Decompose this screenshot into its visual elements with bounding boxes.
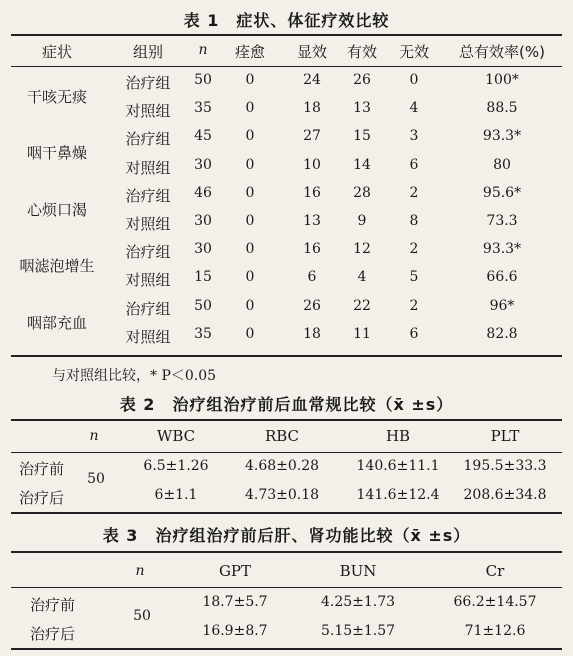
table1-top-rule bbox=[11, 34, 562, 36]
table2-cell-hb: 141.6±12.4 bbox=[356, 487, 440, 503]
table1-header-group: 组别 bbox=[132, 43, 164, 61]
table3-bottom-rule bbox=[11, 648, 562, 650]
table1-cell-effective: 28 bbox=[353, 185, 371, 201]
table3-header-gpt: GPT bbox=[218, 562, 252, 580]
table3-cell-bun: 4.25±1.73 bbox=[320, 594, 396, 610]
table1-cell-n: 30 bbox=[194, 241, 212, 257]
table1-cell-effective: 12 bbox=[353, 241, 371, 257]
table1-cell-group: 治疗组 bbox=[125, 187, 171, 205]
table1-cell-rate: 88.5 bbox=[486, 100, 518, 116]
table1-cell-ineffective: 5 bbox=[409, 269, 419, 285]
table1-cell-marked: 27 bbox=[303, 128, 321, 144]
table1-cell-ineffective: 6 bbox=[409, 326, 419, 342]
table1-cell-cured: 0 bbox=[245, 241, 255, 257]
table1-cell-effective: 14 bbox=[353, 157, 371, 173]
table1-cell-effective: 26 bbox=[353, 72, 371, 88]
table1-cell-n: 30 bbox=[194, 157, 212, 173]
table1-cell-n: 50 bbox=[194, 298, 212, 314]
table3-header-cr: Cr bbox=[485, 562, 505, 580]
table2-cell-plt: 208.6±34.8 bbox=[463, 487, 547, 503]
table1-header-n: n bbox=[198, 42, 208, 58]
table1-cell-symptom: 干咳无痰 bbox=[26, 88, 88, 106]
table1-header-symptom: 症状 bbox=[41, 43, 73, 61]
table1-cell-marked: 16 bbox=[303, 241, 321, 257]
table1-cell-n: 45 bbox=[194, 128, 212, 144]
table1-cell-marked: 13 bbox=[303, 213, 321, 229]
table2-bottom-rule bbox=[11, 512, 562, 514]
table1-header-marked: 显效 bbox=[296, 43, 328, 61]
table1-cell-cured: 0 bbox=[245, 72, 255, 88]
table1-cell-n: 35 bbox=[194, 100, 212, 116]
table1-cell-n: 50 bbox=[194, 72, 212, 88]
table3-cell-cr: 66.2±14.57 bbox=[453, 594, 537, 610]
table2-n-value: 50 bbox=[87, 471, 105, 487]
table3-header-rule bbox=[11, 587, 562, 588]
table1-cell-ineffective: 8 bbox=[409, 213, 419, 229]
table1-cell-ineffective: 0 bbox=[409, 72, 419, 88]
table1-cell-cured: 0 bbox=[245, 269, 255, 285]
table1-cell-effective: 22 bbox=[353, 298, 371, 314]
table1-cell-n: 30 bbox=[194, 213, 212, 229]
table1-cell-cured: 0 bbox=[245, 213, 255, 229]
table3-header-bun: BUN bbox=[339, 562, 377, 580]
table1-cell-group: 对照组 bbox=[125, 271, 171, 289]
table1-cell-marked: 18 bbox=[303, 326, 321, 342]
table2-cell-rbc: 4.73±0.18 bbox=[244, 487, 320, 503]
table1-cell-group: 治疗组 bbox=[125, 300, 171, 318]
table1-cell-n: 46 bbox=[194, 185, 212, 201]
table2-header-plt: PLT bbox=[490, 427, 520, 445]
table1-header-cured: 痊愈 bbox=[234, 43, 266, 61]
table2-header-hb: HB bbox=[385, 427, 411, 445]
table3-cell-cr: 71±12.6 bbox=[464, 623, 526, 639]
table1-cell-marked: 18 bbox=[303, 100, 321, 116]
table3-title: 表 3 治疗组治疗前后肝、肾功能比较（x̄ ±s） bbox=[102, 526, 471, 545]
table1-cell-ineffective: 6 bbox=[409, 157, 419, 173]
table1-cell-marked: 10 bbox=[303, 157, 321, 173]
table1-title: 表 1 症状、体征疗效比较 bbox=[183, 11, 390, 30]
table1-cell-effective: 11 bbox=[353, 326, 371, 342]
table3-header-n: n bbox=[135, 563, 145, 579]
table2-row-label: 治疗后 bbox=[19, 489, 65, 507]
table1-cell-group: 治疗组 bbox=[125, 243, 171, 261]
table1-cell-rate: 95.6* bbox=[482, 185, 522, 201]
table1-cell-marked: 6 bbox=[307, 269, 317, 285]
table1-cell-marked: 24 bbox=[303, 72, 321, 88]
table3-cell-gpt: 16.9±8.7 bbox=[202, 623, 268, 639]
table1-cell-group: 治疗组 bbox=[125, 74, 171, 92]
table1-header-rule bbox=[11, 66, 562, 67]
table1-footnote: 与对照组比较，* P＜0.05 bbox=[52, 368, 217, 384]
table1-header-effective: 有效 bbox=[346, 43, 378, 61]
table1-cell-symptom: 咽干鼻燥 bbox=[26, 144, 88, 162]
table1-cell-n: 15 bbox=[194, 269, 212, 285]
table1-cell-marked: 26 bbox=[303, 298, 321, 314]
table1-cell-rate: 100* bbox=[485, 72, 519, 88]
table2-row-label: 治疗前 bbox=[19, 460, 65, 478]
table1-cell-rate: 82.8 bbox=[486, 326, 518, 342]
table1-cell-group: 对照组 bbox=[125, 159, 171, 177]
table2-cell-rbc: 4.68±0.28 bbox=[244, 458, 320, 474]
table3-row-label: 治疗后 bbox=[30, 625, 76, 643]
table2-header-n: n bbox=[89, 428, 99, 444]
table2-header-rule bbox=[11, 452, 562, 453]
table3-cell-bun: 5.15±1.57 bbox=[320, 623, 396, 639]
table1-bottom-rule bbox=[11, 355, 562, 357]
table1-cell-cured: 0 bbox=[245, 185, 255, 201]
table3-top-rule bbox=[11, 551, 562, 553]
table3-n-value: 50 bbox=[133, 608, 151, 624]
table1-header-ineffective: 无效 bbox=[398, 43, 430, 61]
table1-cell-group: 治疗组 bbox=[125, 130, 171, 148]
table2-cell-wbc: 6±1.1 bbox=[154, 487, 198, 503]
table1-cell-group: 对照组 bbox=[125, 102, 171, 120]
table1-cell-cured: 0 bbox=[245, 326, 255, 342]
table2-cell-wbc: 6.5±1.26 bbox=[143, 458, 209, 474]
table1-cell-rate: 73.3 bbox=[486, 213, 518, 229]
table1-cell-ineffective: 2 bbox=[409, 298, 419, 314]
table2-top-rule bbox=[11, 419, 562, 421]
table3-row-label: 治疗前 bbox=[30, 596, 76, 614]
table2-title: 表 2 治疗组治疗前后血常规比较（x̄ ±s） bbox=[119, 395, 454, 414]
table1-cell-effective: 15 bbox=[353, 128, 371, 144]
table1-cell-n: 35 bbox=[194, 326, 212, 342]
table1-cell-effective: 9 bbox=[357, 213, 367, 229]
table1-cell-rate: 80 bbox=[493, 157, 511, 173]
table2-cell-plt: 195.5±33.3 bbox=[463, 458, 547, 474]
table3-cell-gpt: 18.7±5.7 bbox=[202, 594, 268, 610]
table1-cell-cured: 0 bbox=[245, 100, 255, 116]
table1-cell-marked: 16 bbox=[303, 185, 321, 201]
table2-header-wbc: WBC bbox=[156, 427, 196, 445]
table1-cell-rate: 66.6 bbox=[486, 269, 518, 285]
table1-cell-cured: 0 bbox=[245, 128, 255, 144]
table1-cell-ineffective: 2 bbox=[409, 241, 419, 257]
table2-cell-hb: 140.6±11.1 bbox=[356, 458, 440, 474]
table1-cell-ineffective: 2 bbox=[409, 185, 419, 201]
table1-cell-ineffective: 4 bbox=[409, 100, 419, 116]
table1-cell-symptom: 咽滤泡增生 bbox=[19, 257, 95, 275]
table1-cell-ineffective: 3 bbox=[409, 128, 419, 144]
table1-cell-symptom: 心烦口渴 bbox=[26, 201, 88, 219]
table1-cell-effective: 13 bbox=[353, 100, 371, 116]
table1-cell-group: 对照组 bbox=[125, 328, 171, 346]
table1-header-rate: 总有效率(%) bbox=[459, 43, 545, 61]
table1-cell-cured: 0 bbox=[245, 298, 255, 314]
table1-cell-cured: 0 bbox=[245, 157, 255, 173]
table1-cell-group: 对照组 bbox=[125, 215, 171, 233]
table1-cell-rate: 96* bbox=[489, 298, 515, 314]
table2-header-rbc: RBC bbox=[264, 427, 300, 445]
table1-cell-symptom: 咽部充血 bbox=[26, 314, 88, 332]
table1-cell-rate: 93.3* bbox=[482, 241, 522, 257]
table1-cell-rate: 93.3* bbox=[482, 128, 522, 144]
table1-cell-effective: 4 bbox=[357, 269, 367, 285]
